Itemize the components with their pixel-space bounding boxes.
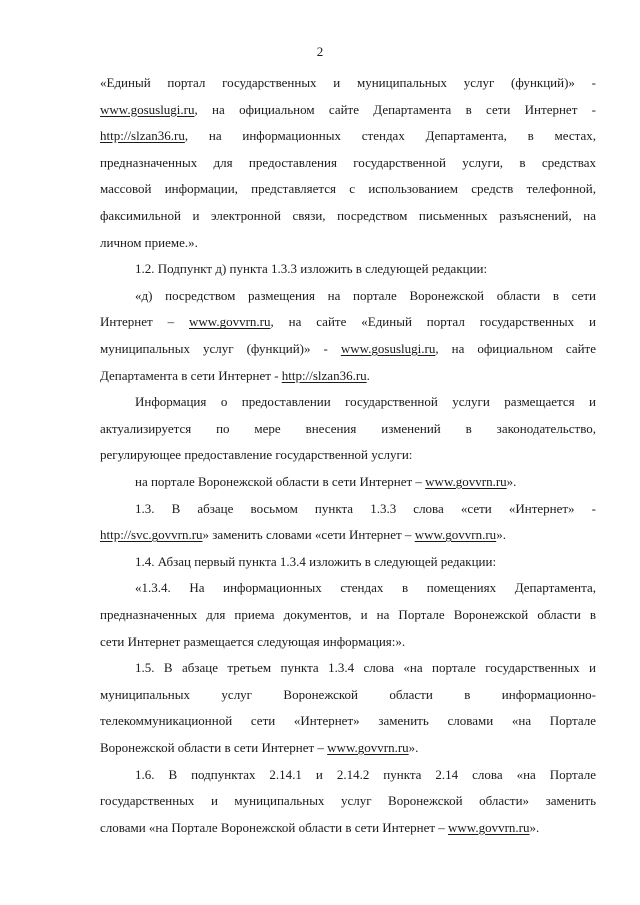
line-text: , на информационных стендах Департамента, в местах, — [184, 128, 596, 144]
text-line — [100, 629, 596, 655]
line-text: . — [366, 367, 370, 383]
text-line — [100, 522, 596, 548]
link-text: www.govvrn.ru — [414, 527, 497, 543]
line-text: массовой информации, представляется с использованием средств телефонной, — [100, 181, 596, 197]
line-text: предназначенных для приема документов, и на Портале Воронежской области в — [100, 607, 596, 622]
line-text: на портале Воронежской области в сети Интернет – — [135, 474, 426, 489]
line-text: Воронежской области в сети Интернет – — [100, 740, 328, 755]
text-line — [135, 283, 596, 309]
line-text: » заменить словами «сети Интернет – — [202, 527, 415, 543]
text-line — [100, 176, 596, 202]
text-line — [100, 682, 596, 708]
text-line — [100, 735, 596, 761]
line-text: , на официальном сайте — [435, 341, 596, 356]
text-line — [100, 442, 596, 468]
link-text: www.gosuslugi.ru — [340, 341, 436, 356]
text-line — [100, 203, 596, 229]
line-text: Информация о предоставлении государственной услуги размещается и — [135, 394, 596, 410]
text-line — [100, 602, 596, 628]
text-line — [100, 788, 596, 814]
text-line — [100, 363, 596, 389]
line-text: 1.5. В абзаце третьем пункта 1.3.4 слова «на портале государственных и — [135, 660, 596, 676]
text-line — [135, 549, 596, 575]
line-text: ». — [529, 819, 540, 835]
line-text: предназначенных для предоставления государственной услуги, в средствах — [100, 154, 596, 170]
line-text: регулирующее предоставление государственной услуги: — [100, 447, 413, 463]
link-text: www.govvrn.ru — [189, 314, 271, 330]
line-text: «Единый портал государственных и муниципальных услуг (функций)» - — [100, 75, 596, 90]
line-text: 1.3. В абзаце восьмом пункта 1.3.3 слова «сети «Интернет» - — [135, 500, 596, 516]
line-text: Интернет – — [100, 314, 189, 330]
line-text: муниципальных услуг (функций)» - — [100, 341, 341, 356]
link-text: http://slzan36.ru — [100, 128, 185, 144]
text-line — [100, 815, 596, 841]
text-line — [100, 150, 596, 176]
text-line — [135, 655, 596, 681]
line-text: 1.2. Подпункт д) пункта 1.3.3 изложить в следующей редакции: — [135, 261, 488, 277]
line-text: Департамента в сети Интернет - — [100, 367, 282, 383]
line-text: факсимильной и электронной связи, посредством письменных разъяснений, на — [100, 208, 596, 223]
text-line — [100, 708, 596, 734]
line-text: личном приеме.». — [100, 234, 198, 250]
line-text: «1.3.4. На информационных стендах в помещениях Департамента, — [135, 580, 596, 596]
link-text: http://svc.govvrn.ru — [100, 527, 203, 543]
line-text: словами «на Портале Воронежской области в сети Интернет – — [100, 819, 449, 835]
text-line — [135, 469, 596, 495]
link-text: http://slzan36.ru — [281, 367, 367, 383]
line-text: сети Интернет размещается следующая информация:». — [100, 633, 406, 649]
text-line — [135, 762, 596, 788]
text-line — [100, 230, 596, 256]
text-line — [100, 309, 596, 335]
text-line — [100, 416, 596, 442]
text-line — [135, 389, 596, 415]
line-text: , на сайте «Единый портал государственных и — [270, 314, 596, 330]
line-text: ». — [506, 474, 517, 489]
line-text: муниципальных услуг Воронежской области в информационно- — [100, 686, 596, 702]
line-text: 1.4. Абзац первый пункта 1.3.4 изложить в следующей редакции: — [135, 553, 497, 569]
line-text: «д) посредством размещения на портале Воронежской области в сети — [135, 287, 596, 303]
line-text: государственных и муниципальных услуг Воронежской области» заменить — [100, 793, 596, 809]
text-line — [100, 70, 596, 96]
line-text: актуализируется по мере внесения изменений в законодательство, — [100, 420, 596, 436]
line-text: ». — [408, 740, 419, 755]
line-text: , на официальном сайте Департамента в сети Интернет - — [194, 101, 596, 117]
text-line — [100, 123, 596, 149]
link-text: www.govvrn.ru — [425, 474, 507, 489]
text-line — [135, 256, 596, 282]
text-line — [100, 97, 596, 123]
link-text: www.gosuslugi.ru — [100, 101, 195, 117]
page-number: 2 — [316, 44, 324, 59]
link-text: www.govvrn.ru — [448, 819, 530, 835]
line-text: 1.6. В подпунктах 2.14.1 и 2.14.2 пункта 2.14 слова «на Портале — [135, 766, 596, 782]
text-line — [135, 496, 596, 522]
link-text: www.govvrn.ru — [327, 740, 409, 755]
text-line — [100, 336, 596, 362]
text-line — [135, 575, 596, 601]
line-text: телекоммуникационной сети «Интернет» заменить словами «на Портале — [100, 713, 596, 729]
line-text: ». — [496, 527, 506, 543]
